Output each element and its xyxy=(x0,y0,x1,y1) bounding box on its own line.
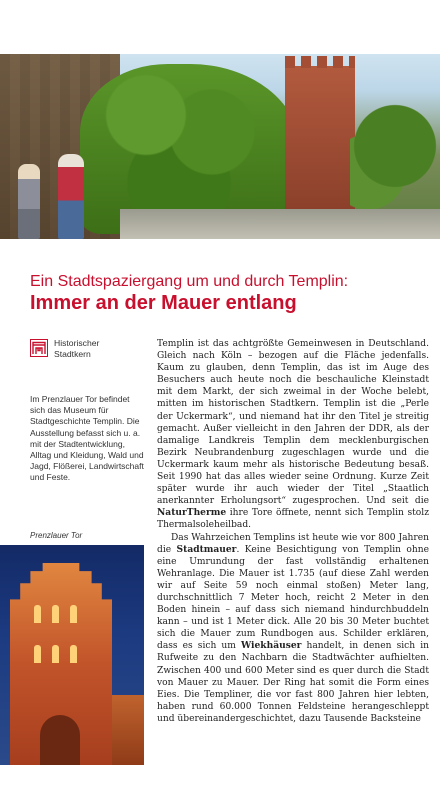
naturtherme-term: NaturTherme xyxy=(157,507,227,519)
historic-town-center-icon xyxy=(30,339,48,357)
sidebar xyxy=(30,338,145,483)
photo-caption: Prenzlauer Tor xyxy=(30,531,83,540)
article-title: Immer an der Mauer entlang xyxy=(30,292,297,314)
paragraph-1: Templin ist das achtgrößte Gemeinwesen in Deutschland. Gleich nach Köln – bezogen auf die Fläche jedenfalls. Kaum zu glauben, denn Templin, das ist im Auge des Besuchers auch heute noch die beschauliche Kleinstadt mit dem Markt, der sich zweimal in der Woche belebt, mitten im historischen Stadtkern. Templin ist die „Perle der Uckermark“, und niemand hat ihr den Titel je streitig gemacht. Außer vielleicht in den Jahren der DDR, als der damalige Landkreis Templin dem mecklenburgischen Bezirk Neubrandenburg zugeschlagen wurde und die Uckermark kaum mehr als historische Bedeutung besaß. Seit 1990 hat das alles wieder seine Ordnung. Kurze Zeit später wurde ihr auch wieder der Titel „Staatlich anerkannter Erholungsort“ zugesprochen. Und seit die NaturTherme ihre Tore öffnete, nennt sich Templin stolz Thermalsoleheilbad. xyxy=(157,339,429,531)
badge-label: Historischer Stadtkern xyxy=(54,338,100,359)
article-subtitle: Ein Stadtspaziergang um und durch Templin: xyxy=(30,273,349,290)
wiekhaeuser-term: Wiekhäuser xyxy=(240,640,302,652)
hero-photo-city-wall xyxy=(0,54,440,239)
paragraph-2: Das Wahrzeichen Templins ist heute wie vor 800 Jahren die Stadtmauer. Keine Besichtigung von Templin ohne eine Umrundung der fast vollständig erhaltenen Wehranlage. Die Mauer ist 1.735 (auf diese Zahl werden wir auf Seite 59 noch einmal stoßen) Meter lang, durchschnittlich 7 Meter hoch, reicht 2 Meter in den Boden hinein – auf dass sich niemand hindurchbuddeln kann – und ist 1 Meter dick. Alle 20 bis 30 Meter buchtet sich die Mauer zum Rundbogen aus. Schilder erklären, dass es sich um Wiekhäuser handelt, in denen sich in Rufweite zu den Nachbarn die Stadtwächter aufhielten. Zwischen 400 und 600 Meter sind es quer durch die Stadt von Mauer zu Mauer. Der Ring hat somit die Form eines Eies. Die Templiner, die vor fast 800 Jahren hier lebten, haben rund 60.000 Tonnen Feldsteine herangeschleppt und übereinandergeschichtet, dazu Tausende Backsteine xyxy=(157,532,429,724)
prenzlauer-tor-photo xyxy=(0,545,144,765)
stadtmauer-term: Stadtmauer xyxy=(176,543,237,555)
article-body xyxy=(157,338,429,725)
museum-description: Im Prenzlauer Tor befindet sich das Museum für Stadtgeschichte Templin. Die Ausstellung befasst sich u. a. mit der Stadtentwicklung, Alltag und Kleidung, Wald und Jagd, Flößerei, Landwirtschaft und Feste. xyxy=(30,394,144,483)
historic-center-badge xyxy=(30,338,145,360)
